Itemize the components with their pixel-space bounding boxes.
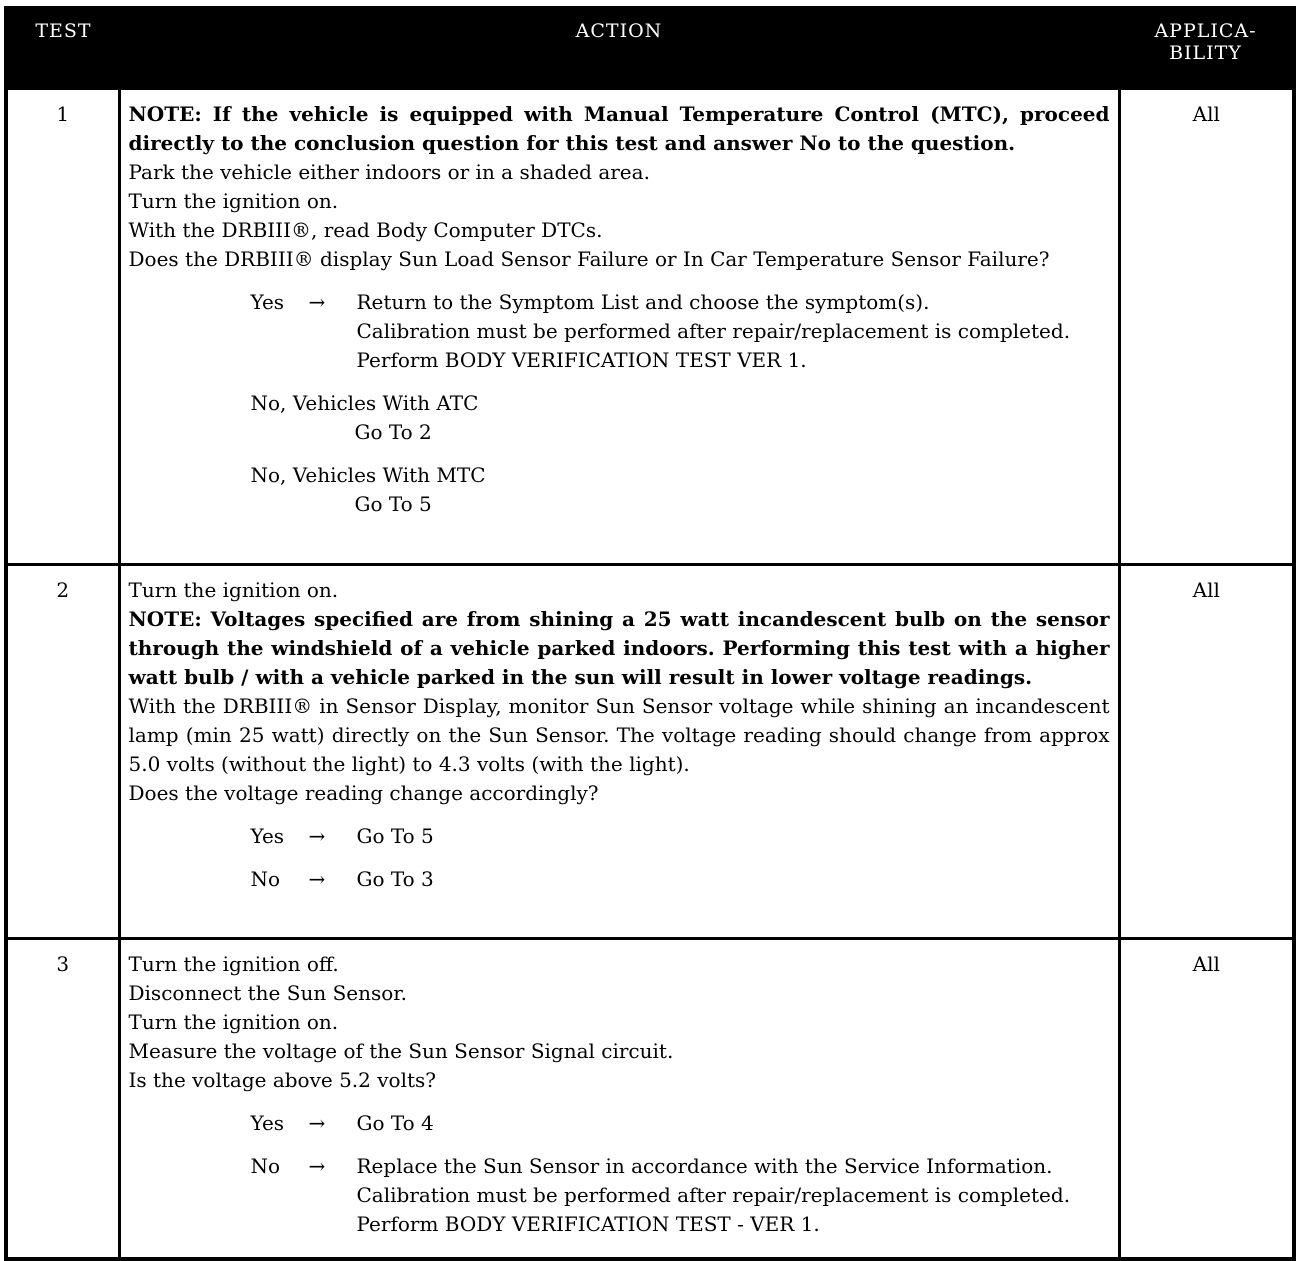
action-line: Turn the ignition on. [128, 189, 339, 213]
result-line: Perform BODY VERIFICATION TEST - VER 1. [356, 1212, 820, 1236]
no-outcome [251, 1152, 1110, 1239]
note-text: NOTE: If the vehicle is equipped with Manual Temperature Control (MTC), proceed directly to the conclusion question for this test and answer No to the question. [128, 102, 1110, 155]
result-line: Calibration must be performed after repair/replacement is completed. [356, 1183, 1071, 1207]
test-number: 1 [6, 89, 119, 565]
no-atc-outcome [251, 389, 1110, 447]
yes-goto: Go To 5 [356, 824, 434, 848]
action-cell [119, 939, 1119, 1259]
action-line: With the DRBIII®, read Body Computer DTCs. [128, 218, 603, 242]
header-applicability [1119, 8, 1294, 89]
table-row [6, 89, 1294, 565]
table-header [6, 8, 1294, 89]
diagnostic-page [4, 6, 1292, 1246]
action-cell [119, 89, 1119, 565]
arrow-icon: → [308, 290, 326, 314]
applicability: All [1119, 89, 1294, 565]
action-line: Is the voltage above 5.2 volts? [128, 1068, 437, 1092]
yes-goto: Go To 4 [356, 1111, 434, 1135]
no-atc-label: No, Vehicles With ATC [250, 391, 479, 415]
action-line: Turn the ignition on. [128, 578, 339, 602]
header-applicability-line2: BILITY [1169, 42, 1242, 64]
action-paragraph: With the DRBIII® in Sensor Display, monitor Sun Sensor voltage while shining an incandescent lamp (min 25 watt) directly on the Sun Sensor. The voltage reading should change from approx 5.0 volts (without the light) to 4.3 volts (with the light). [128, 694, 1110, 776]
yes-outcome [251, 822, 1110, 851]
diagnostic-table [4, 6, 1296, 1261]
table-row [6, 939, 1294, 1259]
test-number: 2 [6, 565, 119, 939]
result-line: Calibration must be performed after repair/replacement is completed. [356, 319, 1071, 343]
header-action: ACTION [119, 8, 1119, 89]
note-text: NOTE: Voltages specified are from shining a 25 watt incandescent bulb on the sensor through the windshield of a vehicle parked indoors. Performing this test with a higher watt bulb / with a vehicle parked in the sun will result in lower voltage readings. [128, 607, 1110, 689]
action-line: Turn the ignition off. [128, 952, 339, 976]
action-line: Park the vehicle either indoors or in a shaded area. [128, 160, 650, 184]
test-number: 3 [6, 939, 119, 1259]
action-line: Disconnect the Sun Sensor. [128, 981, 408, 1005]
action-line: Turn the ignition on. [128, 1010, 339, 1034]
no-result [357, 1152, 1110, 1239]
arrow-icon: → [308, 867, 326, 891]
arrow-icon: → [308, 1111, 326, 1135]
action-line: Does the voltage reading change accordingly? [128, 781, 599, 805]
action-line: Measure the voltage of the Sun Sensor Signal circuit. [128, 1039, 674, 1063]
no-label: No [250, 867, 281, 891]
action-line: Does the DRBIII® display Sun Load Sensor Failure or In Car Temperature Sensor Failure? [128, 247, 1050, 271]
result-line: Replace the Sun Sensor in accordance with the Service Information. [356, 1154, 1053, 1178]
no-mtc-label: No, Vehicles With MTC [250, 463, 486, 487]
yes-result [357, 288, 1110, 375]
no-outcome [251, 865, 1110, 894]
no-atc-goto: Go To 2 [354, 420, 432, 444]
yes-label: Yes [250, 290, 285, 314]
action-cell [119, 565, 1119, 939]
arrow-icon: → [308, 1154, 326, 1178]
no-label: No [250, 1154, 281, 1178]
arrow-icon: → [308, 824, 326, 848]
result-line: Perform BODY VERIFICATION TEST VER 1. [356, 348, 807, 372]
applicability: All [1119, 939, 1294, 1259]
table-row [6, 565, 1294, 939]
yes-outcome [251, 1109, 1110, 1138]
yes-outcome [251, 288, 1110, 375]
yes-label: Yes [250, 1111, 285, 1135]
header-applicability-line1: APPLICA- [1154, 20, 1257, 42]
result-line: Return to the Symptom List and choose the symptom(s). [356, 290, 930, 314]
applicability: All [1119, 565, 1294, 939]
no-mtc-goto: Go To 5 [354, 492, 432, 516]
no-goto: Go To 3 [356, 867, 434, 891]
no-mtc-outcome [251, 461, 1110, 519]
yes-label: Yes [250, 824, 285, 848]
header-test: TEST [6, 8, 119, 89]
